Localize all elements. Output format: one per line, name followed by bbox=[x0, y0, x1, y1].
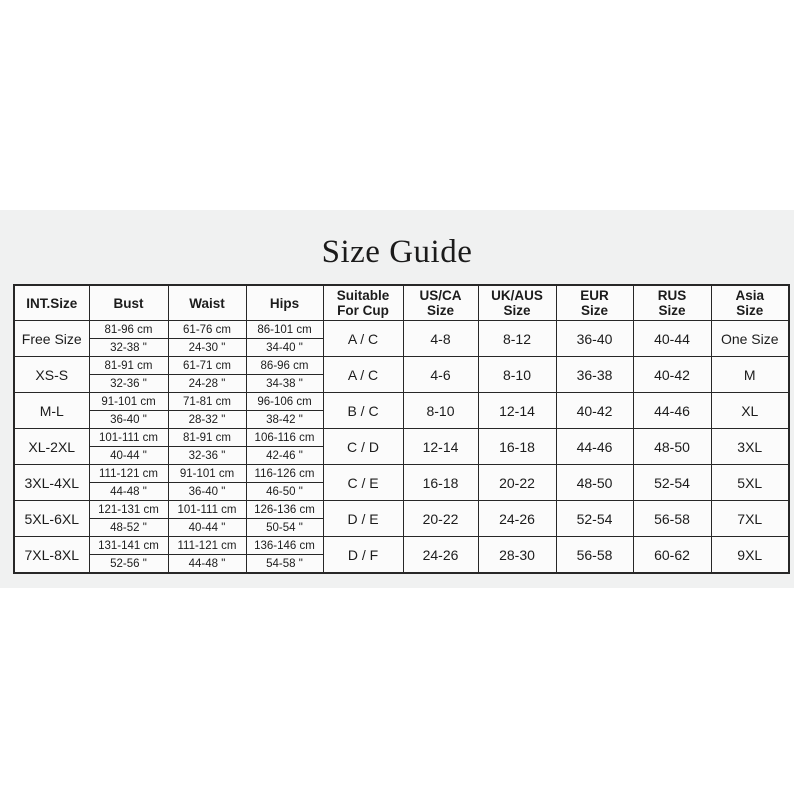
cell-eur: 56-58 bbox=[556, 537, 633, 574]
cell-rus: 60-62 bbox=[633, 537, 711, 574]
cell-waist-cm: 61-71 cm bbox=[168, 357, 246, 375]
header-uk-aus-line2: Size bbox=[503, 303, 531, 318]
header-uk-aus bbox=[478, 285, 556, 321]
cell-waist-cm: 101-111 cm bbox=[168, 501, 246, 519]
cell-bust-in: 32-36 " bbox=[89, 375, 168, 393]
cell-bust-cm: 121-131 cm bbox=[89, 501, 168, 519]
cell-int-size: M-L bbox=[14, 393, 89, 429]
header-rus-line1: RUS bbox=[657, 288, 687, 303]
page-title: Size Guide bbox=[321, 234, 473, 270]
cell-cup: C / E bbox=[323, 465, 403, 501]
cell-asia: One Size bbox=[711, 321, 789, 357]
cell-waist-in: 28-32 " bbox=[168, 411, 246, 429]
cell-us-ca: 12-14 bbox=[403, 429, 478, 465]
cell-hips-in: 46-50 " bbox=[246, 483, 323, 501]
cell-waist-cm: 81-91 cm bbox=[168, 429, 246, 447]
cell-cup: B / C bbox=[323, 393, 403, 429]
header-eur-line1: EUR bbox=[580, 288, 609, 303]
cell-us-ca: 4-8 bbox=[403, 321, 478, 357]
header-rus-line2: Size bbox=[658, 303, 686, 318]
cell-bust-cm: 91-101 cm bbox=[89, 393, 168, 411]
table-row bbox=[14, 537, 789, 555]
cell-hips-in: 34-40 " bbox=[246, 339, 323, 357]
cell-us-ca: 16-18 bbox=[403, 465, 478, 501]
cell-cup: A / C bbox=[323, 357, 403, 393]
cell-cup: A / C bbox=[323, 321, 403, 357]
cell-waist-cm: 91-101 cm bbox=[168, 465, 246, 483]
header-int-size: INT.Size bbox=[14, 285, 89, 321]
cell-int-size: XS-S bbox=[14, 357, 89, 393]
cell-waist-cm: 71-81 cm bbox=[168, 393, 246, 411]
header-bust: Bust bbox=[89, 285, 168, 321]
cell-asia: 5XL bbox=[711, 465, 789, 501]
header-eur bbox=[556, 285, 633, 321]
cell-uk-aus: 12-14 bbox=[478, 393, 556, 429]
cell-us-ca: 24-26 bbox=[403, 537, 478, 574]
cell-int-size: XL-2XL bbox=[14, 429, 89, 465]
header-cup-line2: For Cup bbox=[337, 303, 389, 318]
cell-rus: 52-54 bbox=[633, 465, 711, 501]
table-row bbox=[14, 393, 789, 411]
cell-int-size: Free Size bbox=[14, 321, 89, 357]
cell-cup: D / E bbox=[323, 501, 403, 537]
cell-rus: 56-58 bbox=[633, 501, 711, 537]
cell-uk-aus: 20-22 bbox=[478, 465, 556, 501]
cell-hips-in: 50-54 " bbox=[246, 519, 323, 537]
cell-bust-cm: 131-141 cm bbox=[89, 537, 168, 555]
cell-uk-aus: 8-10 bbox=[478, 357, 556, 393]
cell-hips-cm: 96-106 cm bbox=[246, 393, 323, 411]
cell-hips-in: 42-46 " bbox=[246, 447, 323, 465]
cell-bust-cm: 81-96 cm bbox=[89, 321, 168, 339]
cell-int-size: 3XL-4XL bbox=[14, 465, 89, 501]
size-guide-table bbox=[13, 284, 790, 574]
header-asia bbox=[711, 285, 789, 321]
cell-eur: 44-46 bbox=[556, 429, 633, 465]
cell-uk-aus: 16-18 bbox=[478, 429, 556, 465]
cell-waist-in: 36-40 " bbox=[168, 483, 246, 501]
cell-bust-in: 48-52 " bbox=[89, 519, 168, 537]
header-hips: Hips bbox=[246, 285, 323, 321]
cell-us-ca: 4-6 bbox=[403, 357, 478, 393]
header-eur-line2: Size bbox=[580, 303, 608, 318]
table-row bbox=[14, 429, 789, 447]
cell-int-size: 7XL-8XL bbox=[14, 537, 89, 574]
table-row bbox=[14, 465, 789, 483]
cell-bust-in: 40-44 " bbox=[89, 447, 168, 465]
cell-hips-in: 34-38 " bbox=[246, 375, 323, 393]
cell-hips-cm: 136-146 cm bbox=[246, 537, 323, 555]
table-header-row bbox=[14, 285, 789, 321]
header-us-ca bbox=[403, 285, 478, 321]
cell-asia: 3XL bbox=[711, 429, 789, 465]
header-us-ca-line1: US/CA bbox=[419, 288, 462, 303]
cell-bust-cm: 101-111 cm bbox=[89, 429, 168, 447]
table-row bbox=[14, 321, 789, 339]
header-cup bbox=[323, 285, 403, 321]
cell-asia: 9XL bbox=[711, 537, 789, 574]
cell-eur: 36-40 bbox=[556, 321, 633, 357]
cell-us-ca: 20-22 bbox=[403, 501, 478, 537]
cell-asia: 7XL bbox=[711, 501, 789, 537]
table-row bbox=[14, 357, 789, 375]
cell-bust-cm: 111-121 cm bbox=[89, 465, 168, 483]
cell-hips-cm: 106-116 cm bbox=[246, 429, 323, 447]
cell-asia: XL bbox=[711, 393, 789, 429]
cell-bust-in: 52-56 " bbox=[89, 555, 168, 574]
table-row bbox=[14, 501, 789, 519]
cell-uk-aus: 8-12 bbox=[478, 321, 556, 357]
cell-uk-aus: 24-26 bbox=[478, 501, 556, 537]
header-asia-line2: Size bbox=[736, 303, 764, 318]
cell-hips-cm: 126-136 cm bbox=[246, 501, 323, 519]
cell-waist-in: 40-44 " bbox=[168, 519, 246, 537]
header-asia-line1: Asia bbox=[735, 288, 765, 303]
cell-cup: C / D bbox=[323, 429, 403, 465]
cell-eur: 48-50 bbox=[556, 465, 633, 501]
size-guide-panel bbox=[0, 210, 794, 588]
cell-cup: D / F bbox=[323, 537, 403, 574]
header-rus bbox=[633, 285, 711, 321]
cell-int-size: 5XL-6XL bbox=[14, 501, 89, 537]
cell-rus: 40-42 bbox=[633, 357, 711, 393]
cell-asia: M bbox=[711, 357, 789, 393]
cell-waist-cm: 111-121 cm bbox=[168, 537, 246, 555]
cell-eur: 40-42 bbox=[556, 393, 633, 429]
cell-waist-cm: 61-76 cm bbox=[168, 321, 246, 339]
cell-hips-cm: 86-96 cm bbox=[246, 357, 323, 375]
cell-hips-in: 38-42 " bbox=[246, 411, 323, 429]
cell-hips-in: 54-58 " bbox=[246, 555, 323, 574]
cell-hips-cm: 86-101 cm bbox=[246, 321, 323, 339]
cell-rus: 40-44 bbox=[633, 321, 711, 357]
cell-bust-cm: 81-91 cm bbox=[89, 357, 168, 375]
cell-bust-in: 44-48 " bbox=[89, 483, 168, 501]
header-uk-aus-line1: UK/AUS bbox=[491, 288, 543, 303]
header-cup-line1: Suitable bbox=[336, 288, 390, 303]
cell-bust-in: 32-38 " bbox=[89, 339, 168, 357]
cell-bust-in: 36-40 " bbox=[89, 411, 168, 429]
cell-rus: 48-50 bbox=[633, 429, 711, 465]
cell-waist-in: 32-36 " bbox=[168, 447, 246, 465]
cell-waist-in: 24-28 " bbox=[168, 375, 246, 393]
cell-eur: 36-38 bbox=[556, 357, 633, 393]
header-waist: Waist bbox=[168, 285, 246, 321]
cell-us-ca: 8-10 bbox=[403, 393, 478, 429]
cell-waist-in: 24-30 " bbox=[168, 339, 246, 357]
cell-rus: 44-46 bbox=[633, 393, 711, 429]
cell-eur: 52-54 bbox=[556, 501, 633, 537]
cell-uk-aus: 28-30 bbox=[478, 537, 556, 574]
cell-hips-cm: 116-126 cm bbox=[246, 465, 323, 483]
header-us-ca-line2: Size bbox=[426, 303, 454, 318]
cell-waist-in: 44-48 " bbox=[168, 555, 246, 574]
